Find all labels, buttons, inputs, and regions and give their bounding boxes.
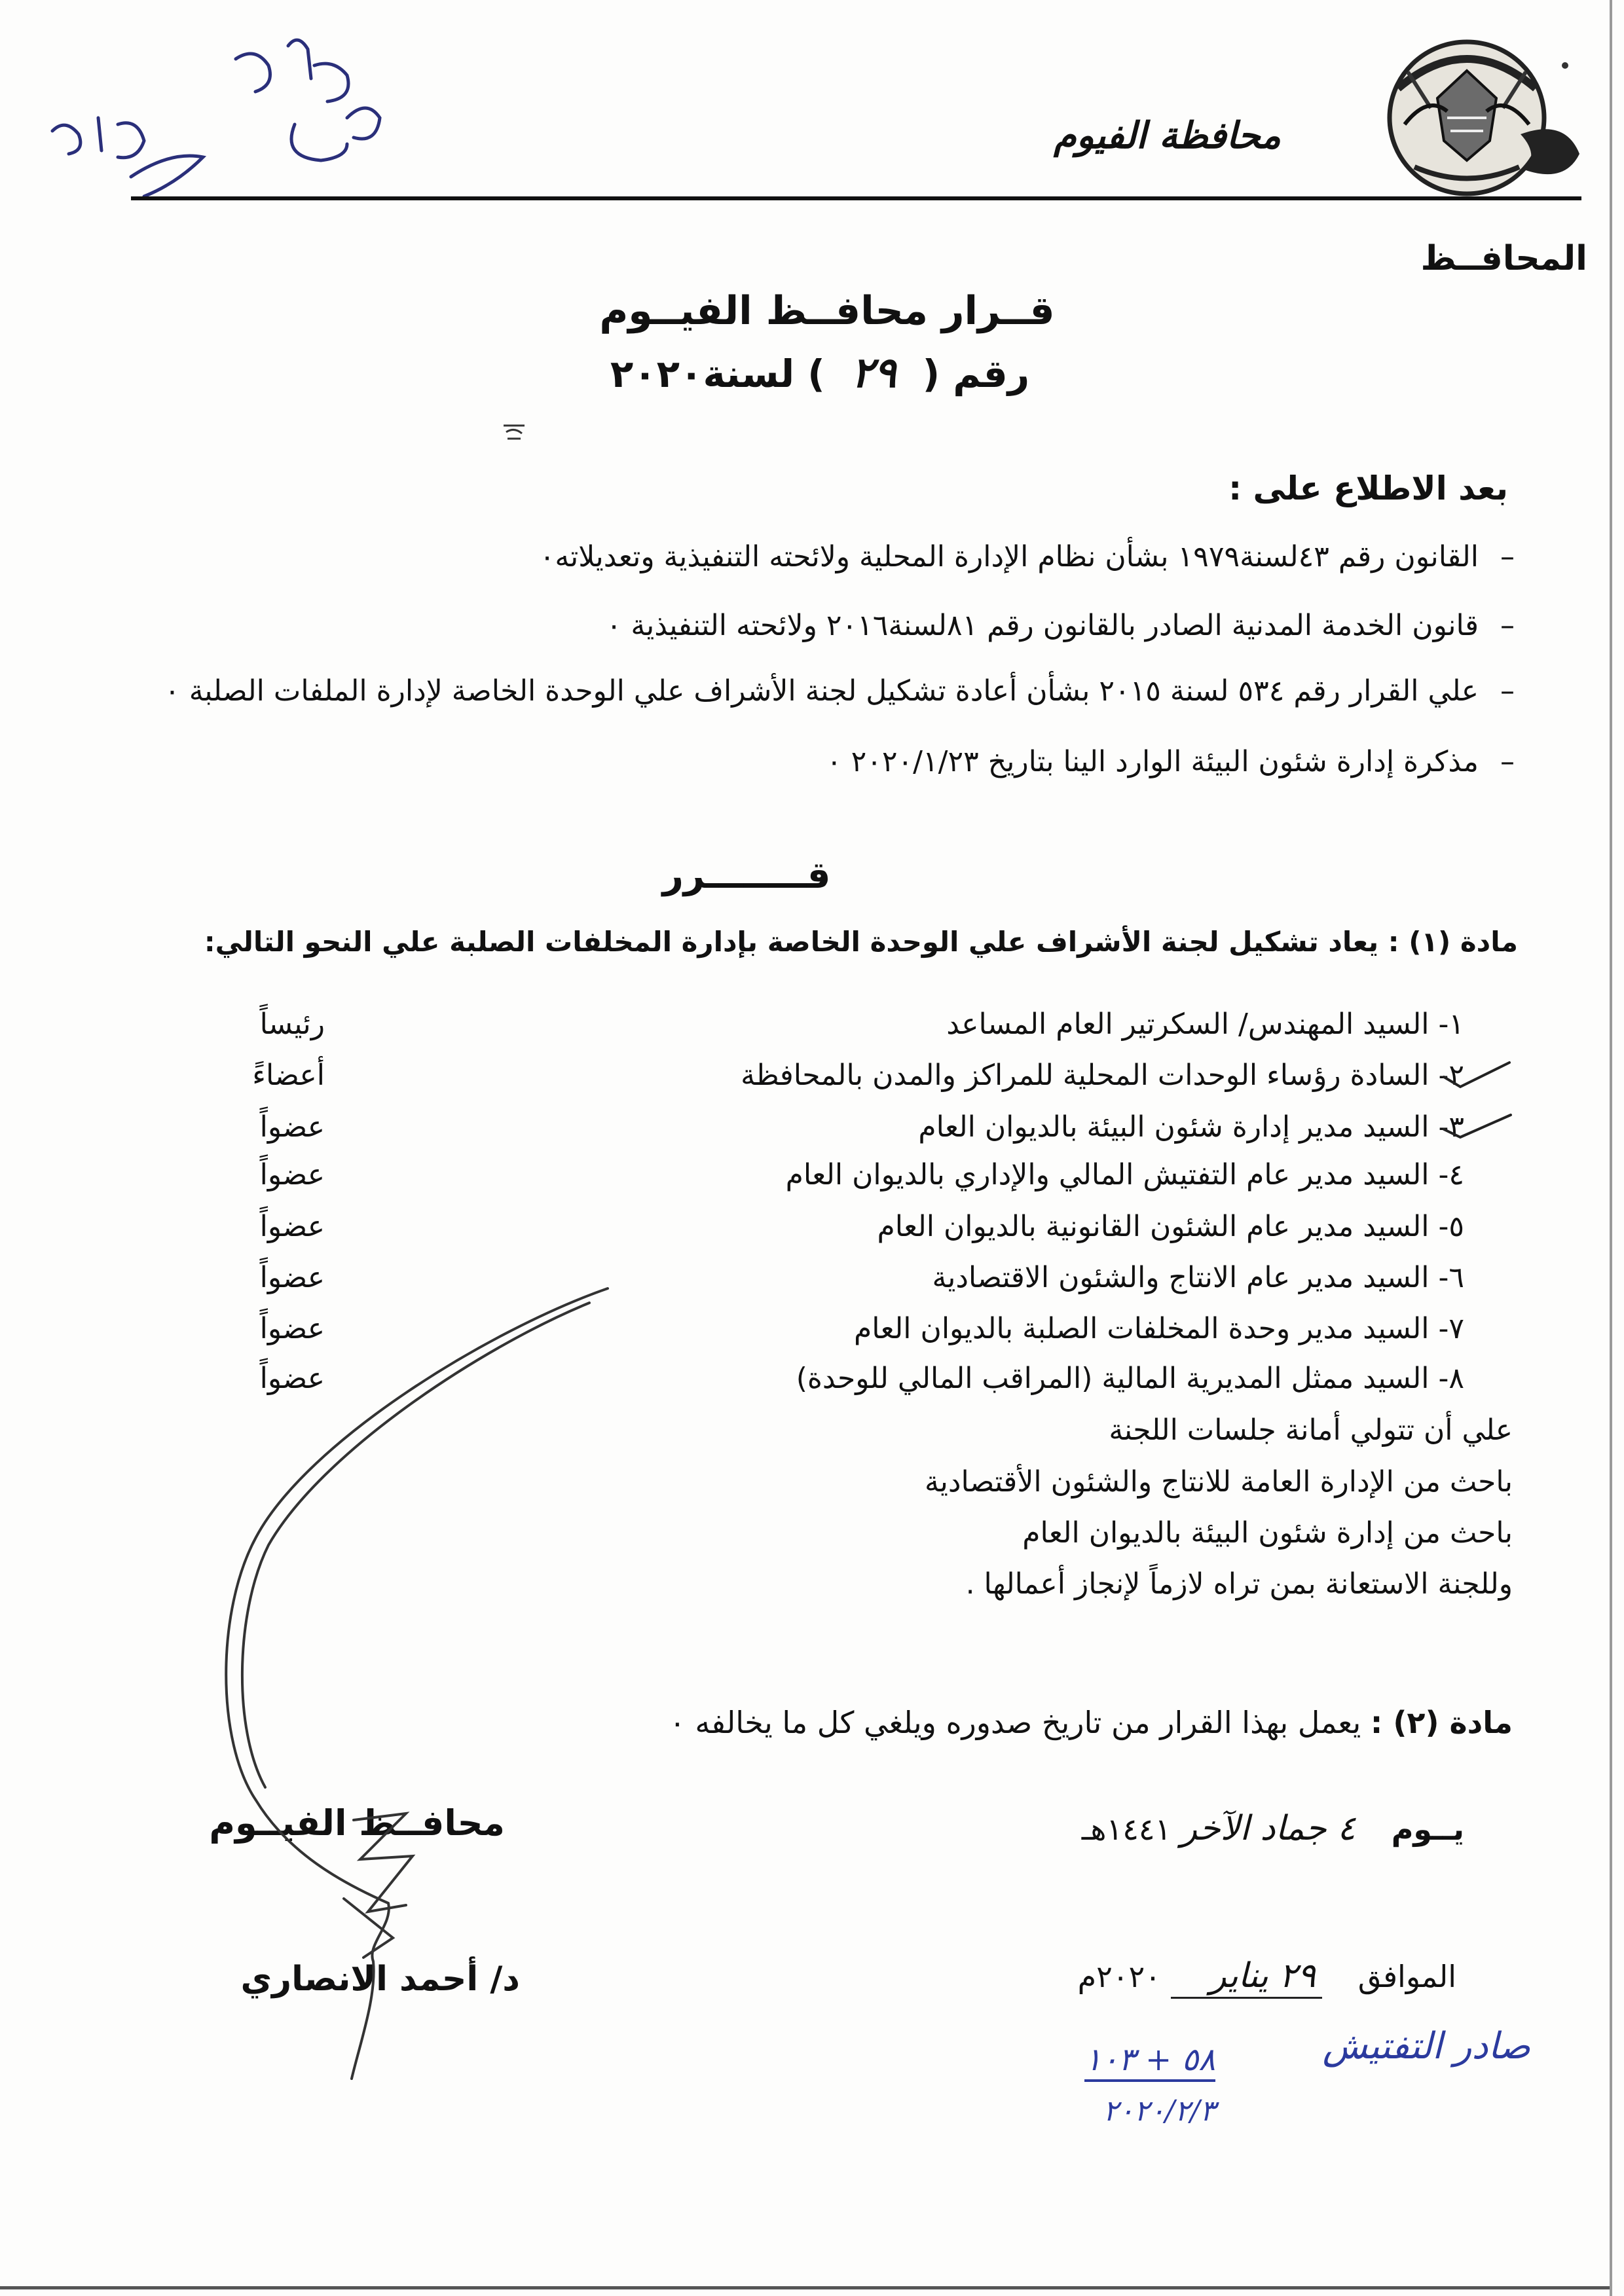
preamble-heading: بعد الاطلاع على : — [1228, 469, 1508, 507]
member-title: ٢- السادة رؤساء الوحدات المحلية للمراكز والمدن بالمحافظة — [741, 1059, 1464, 1092]
handwritten-scribble — [39, 20, 406, 210]
governorate-name: محافظة الفيوم — [1054, 115, 1281, 157]
member-title: ٦- السيد مدير عام الانتاج والشئون الاقتصادية — [932, 1261, 1464, 1294]
hijri-date-line — [851, 1807, 1464, 1851]
article-1-note: علي أن تتولي أمانة جلسات اللجنة — [1109, 1413, 1513, 1447]
decree-number-handwritten: ٢٩ — [851, 348, 896, 397]
preamble-marker: – — [1500, 674, 1515, 708]
article-1-label: مادة (١) : — [1388, 926, 1518, 958]
article-1-note: باحث من الإدارة العامة للانتاج والشئون الأقتصادية — [925, 1465, 1513, 1499]
preamble-item: علي القرار رقم ٥٣٤ لسنة ٢٠١٥ بشأن أعادة تشكيل لجنة الأشراف علي الوحدة الخاصة لإدارة الملفات الصلبة ٠ — [164, 674, 1479, 708]
article-1-text: يعاد تشكيل لجنة الأشراف علي الوحدة الخاصة بإدارة المخلفات الصلبة علي النحو التالي: — [204, 926, 1379, 958]
preamble-marker: – — [1500, 609, 1515, 642]
decree-number-prefix: رقم ( — [922, 352, 1030, 396]
member-role: رئيساً — [259, 1008, 325, 1041]
header-divider — [131, 196, 1581, 200]
article-1-heading — [190, 924, 1518, 960]
governorate-emblem-icon — [1369, 26, 1585, 203]
signatory-title: محافــظ الفيــوم — [209, 1802, 505, 1844]
handwritten-signature — [196, 1244, 655, 2095]
member-role: عضواً — [259, 1312, 325, 1345]
hijri-date-handwritten: ٤ جماد الآخر — [1180, 1809, 1356, 1848]
member-title: ٤- السيد مدير عام التفتيش المالي والإداري بالديوان العام — [785, 1158, 1464, 1192]
handwritten-check-marks — [1437, 1057, 1516, 1149]
decree-number-line — [16, 346, 1624, 400]
member-title: ٥- السيد مدير عام الشئون القانونية بالديوان العام — [877, 1210, 1464, 1243]
preamble-item: القانون رقم ٤٣لسنة١٩٧٩ بشأن نظام الإدارة المحلية ولائحته التنفيذية وتعديلاته٠ — [539, 540, 1479, 574]
hijri-date-label: يــوم — [1391, 1812, 1464, 1847]
article-2 — [589, 1704, 1513, 1743]
decision-heading: قــــــــرر — [662, 854, 831, 897]
decree-title: قــرار محافــظ الفيــوم — [599, 288, 1055, 334]
member-role: عضواً — [259, 1158, 325, 1192]
registry-reference-number: ٥٨ + ١٠٣ — [1084, 2041, 1215, 2082]
scan-right-edge — [1610, 0, 1612, 2296]
committee-member-row — [229, 1108, 1464, 1146]
gregorian-date-handwritten: ٢٩ يناير — [1171, 1956, 1323, 1999]
gregorian-date-line — [851, 1954, 1456, 1999]
member-role: عضواً — [259, 1210, 325, 1243]
preamble-item: مذكرة إدارة شئون البيئة الوارد الينا بتاريخ ٢٠٢٠/١/٢٣ ٠ — [826, 745, 1479, 778]
member-title: ١- السيد المهندس/ السكرتير العام المساعد — [946, 1008, 1464, 1041]
registry-note: صادر التفتيش — [1322, 2025, 1530, 2068]
decree-number-suffix: ) لسنة٢٠٢٠ — [610, 352, 825, 396]
registry-date: ٢٠٢٠/٢/٣ — [1103, 2094, 1215, 2128]
preamble-marker: – — [1500, 745, 1515, 778]
preamble-marker: – — [1500, 540, 1515, 574]
member-role: عضواً — [259, 1110, 325, 1144]
committee-member-row — [229, 1156, 1464, 1194]
article-1-note: باحث من إدارة شئون البيئة بالديوان العام — [1022, 1516, 1513, 1550]
committee-member-row — [229, 1006, 1464, 1043]
member-title: ٨- السيد ممثل المديرية المالية (المراقب المالي للوحدة) — [796, 1362, 1464, 1395]
committee-member-row — [229, 1057, 1464, 1094]
registry-reference — [1084, 2039, 1215, 2080]
small-stamp-mark — [501, 419, 527, 443]
member-role: عضواً — [259, 1261, 325, 1294]
article-2-label: مادة (٢) : — [1370, 1705, 1513, 1740]
article-1-note: وللجنة الاستعانة بمن تراه لازماً لإنجاز أعمالها . — [965, 1567, 1513, 1601]
member-role: عضواً — [259, 1362, 325, 1395]
member-title: ٧- السيد مدير وحدة المخلفات الصلبة بالديوان العام — [854, 1312, 1464, 1345]
gregorian-date-label: الموافق — [1357, 1959, 1456, 1994]
scan-bottom-edge — [0, 2286, 1610, 2289]
office-label: المحافــظ — [1420, 239, 1587, 278]
hijri-year: ١٤٤١هـ — [1081, 1812, 1172, 1847]
preamble-item: قانون الخدمة المدنية الصادر بالقانون رقم ٨١لسنة٢٠١٦ ولائحته التنفيذية ٠ — [606, 609, 1479, 642]
member-title: ٣- السيد مدير إدارة شئون البيئة بالديوان العام — [918, 1110, 1464, 1144]
signatory-name: د/ أحمد الانصاري — [240, 1959, 520, 1999]
committee-member-row — [229, 1208, 1464, 1245]
article-2-text: يعمل بهذا القرار من تاريخ صدوره ويلغي كل ما يخالفه ٠ — [669, 1705, 1361, 1740]
member-role: أعضاءً — [252, 1059, 325, 1092]
gregorian-year: ٢٠٢٠م — [1077, 1959, 1161, 1994]
